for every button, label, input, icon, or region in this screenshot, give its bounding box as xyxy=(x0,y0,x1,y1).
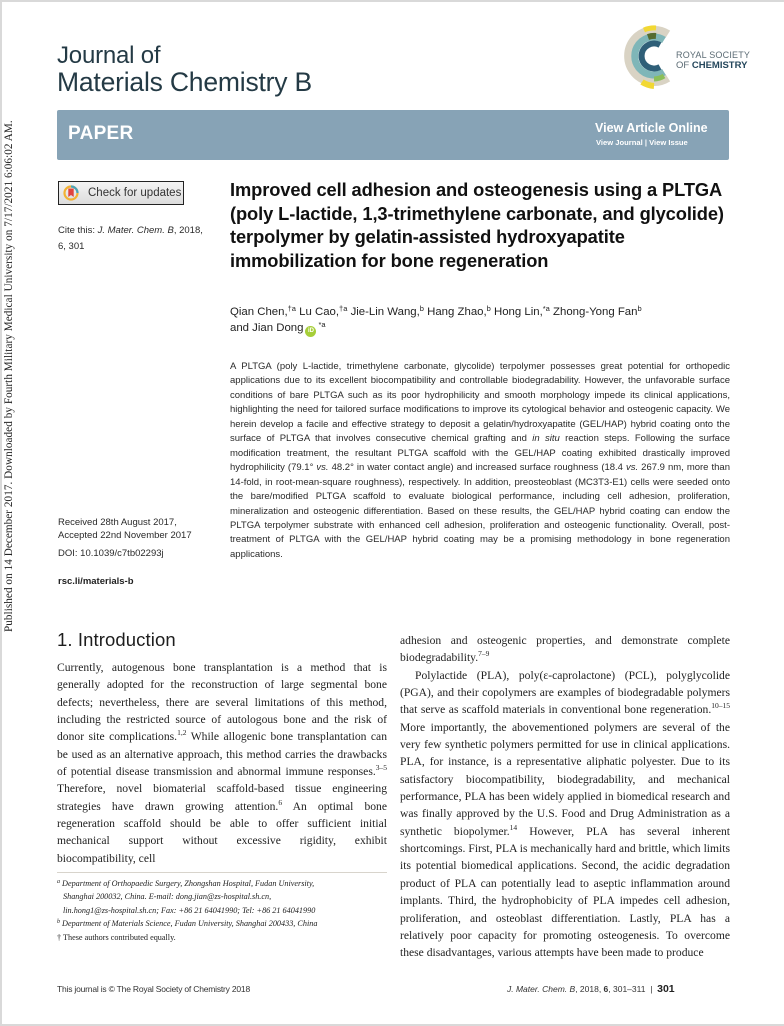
check-for-updates-label: Check for updates xyxy=(88,187,182,199)
footer-citation: J. Mater. Chem. B, 2018, 6, 301–311 | 301 xyxy=(507,983,675,995)
page-number: 301 xyxy=(657,983,675,995)
paragraph: Currently, autogenous bone transplantation is a method that is generally adopted for the reconstruction of large segmental bone defects; nevertheless, there are several limitations of this method, including the restricted source of autologous bone and the risk of donor site complications.$^{1,2}$ While allogenic bone transplantation can be used as an alternative approach, this method carries the drawbacks of potential disease transmission and abnormal immune responses.$^{3-5}$ Therefore, novel biomaterial scaffold-based tissue engineering strategies have drawn growing attention.$^6$ An optimal bone regeneration scaffold should be able to offer sufficient initial mechanical support without excessive rigidity, exhibit biocompatibility, cell xyxy=(57,661,387,865)
journal-title xyxy=(57,44,312,96)
rsc-logo-icon xyxy=(624,20,684,92)
rsc-logo-line1: ROYAL SOCIETY xyxy=(676,50,751,60)
author: Qian Chen, xyxy=(230,306,288,318)
received-date: Received 28th August 2017, xyxy=(58,517,177,528)
view-links xyxy=(596,138,688,147)
author: Jie-Lin Wang, xyxy=(350,306,420,318)
footer-copyright: This journal is © The Royal Society of Chemistry 2018 xyxy=(57,984,250,994)
body-column-left xyxy=(57,659,387,867)
journal-short-link[interactable]: rsc.li/materials-b xyxy=(58,576,134,587)
cite-this: Cite this: J. Mater. Chem. B, 2018, 6, 301 xyxy=(58,225,203,252)
journal-title-line1: Journal of xyxy=(57,42,161,69)
rsc-logo xyxy=(624,20,774,92)
view-article-online-link[interactable]: View Article Online xyxy=(595,121,708,135)
check-for-updates-button[interactable] xyxy=(58,181,184,205)
abstract: A PLTGA (poly L-lactide, trimethylene carbonate, glycolide) terpolymer possesses great potential for orthopedic applications due to its excellent biocompatibility and controllable biodegradability. However, the unfavorable surface conditions of bare PLTGA such as its poor hydrophilicity and smooth morphology impede its clinical applications, highlighting the need for tailored surface modifications to improve its cytological behavior and osteogenic capacity. We herein develop a facile and effective strategy to deposit a gelatin/hydroxyapatite (GEL/HAP) hybrid coating onto the surface of PLTGA that involves consecutive chemical grafting and in situ reaction steps. Following the surface modification treatment, the resultant PLTGA scaffold with the GEL/HAP coating exhibited drastically improved hydrophilicity (79.1° vs. 48.2° in water contact angle) and increased surface roughness (18.4 vs. 267.9 nm, more than 14-fold, in root-mean-square roughness), respectively. In addition, preosteoblast (MC3T3-E1) cells were seeded onto the bare/modified PLTGA scaffold to evaluate biological performance, including cell adhesion, proliferation, mineralization and osteogenic differentiation. Based on these results, the GEL/HAP hybrid coating can endow the PLTGA terpolymer substrate with enhanced cell adhesion, proliferation and osteogenic functionality. Overall, post-treatment of PLTGA with the GEL/HAP hybrid coating may be a promising methodology in bone regeneration applications. xyxy=(230,361,730,560)
footnote-divider xyxy=(57,872,387,873)
view-journal-link[interactable]: View Journal xyxy=(596,138,643,147)
affiliation-b: $^b$ Department of Materials Science, Fudan University, Shanghai 200433, China xyxy=(57,919,318,929)
section-heading-introduction: 1. Introduction xyxy=(57,629,176,650)
author: Zhong-Yong Fan xyxy=(553,306,638,318)
author: Hang Zhao, xyxy=(427,306,487,318)
equal-contribution-note: † These authors contributed equally. xyxy=(57,932,176,942)
received-accepted-dates xyxy=(58,516,192,542)
view-issue-link[interactable]: View Issue xyxy=(649,138,688,147)
body-column-right xyxy=(400,632,730,962)
paragraph: Polylactide (PLA), poly(ε-caprolactone) (PCL), polyglycolide (PGA), and their copolymers are examples of biodegradable polymers that serve as scaffold materials in conventional bone regeneration.$^{10-15}$ More importantly, the abovementioned polymers are several of the very few synthetic polymers permitted for use in clinical applications. PLA, for instance, is a representative aliphatic polyester. Due to its satisfactory biocompatibility, biodegradability, and mechanical performance, PLA has been widely applied in biomedical research and was finally approved by the U.S. Food and Drug Administration as a synthetic biopolymer.$^{14}$ However, PLA has several inherent shortcomings. First, PLA is mechanically hard and brittle, which limits its potential biomedical applications. Second, the acidic degradation product of PLA can potentially lead to aseptic inflammation around implants. Third, the hydrophobicity of PLA impedes cell adhesion, proliferation, and osteoblast differentiation. Lastly, PLA has a relatively poor capacity for promoting osteogenesis. To overcome these disadvantages, various attempts have been made to produce xyxy=(400,668,731,960)
journal-title-line2: Materials Chemistry B xyxy=(57,67,312,97)
author: and Jian Dong xyxy=(230,321,304,334)
article-title: Improved cell adhesion and osteogenesis using a PLTGA (poly L-lactide, 1,3-trimethylene carbonate, and glycolide) terpolymer by gelatin-assisted hydroxyapatite immobilization for bone regeneration xyxy=(230,179,724,271)
paragraph: adhesion and osteogenic properties, and demonstrate complete biodegradability.$^{7-9}$ xyxy=(400,634,730,665)
link-separator: | xyxy=(642,138,650,147)
bookmark-circle-icon xyxy=(63,185,79,201)
rsc-logo-line2: OF CHEMISTRY xyxy=(676,60,748,71)
orcid-icon[interactable]: iD xyxy=(305,326,316,337)
author-list: Qian Chen,$^{\dagger a}$ Lu Cao,$^{\dagger a}$ Jie-Lin Wang,$^b$ Hang Zhao,$^b$ Hong Lin,$^{*a}$ Zhong-Yong Fan$^b$ and Jian Dong $iD^{*a}$ xyxy=(230,305,740,337)
accepted-date: Accepted 22nd November 2017 xyxy=(58,530,192,541)
affiliation-a: $^a$ Department of Orthopaedic Surgery, Zhongshan Hospital, Fudan University, Shanghai 200032, China. E-mail: dong.jian@zs-hospital.sh.cn, lin.hong1@zs-hospital.sh.cn; Fax: +86 21 64041990; Tel: +86 21 64041990 xyxy=(57,879,316,915)
download-stamp: Published on 14 December 2017. Downloaded by Fourth Military Medical University on 7/17/2021 6:06:02 AM. xyxy=(3,120,15,632)
article-type-banner xyxy=(57,110,729,160)
author: Lu Cao, xyxy=(299,306,340,318)
doi: DOI: 10.1039/c7tb02293j xyxy=(58,548,164,559)
footnotes xyxy=(57,877,392,944)
article-type-label: PAPER xyxy=(68,123,134,144)
author: Hong Lin, xyxy=(494,306,543,318)
